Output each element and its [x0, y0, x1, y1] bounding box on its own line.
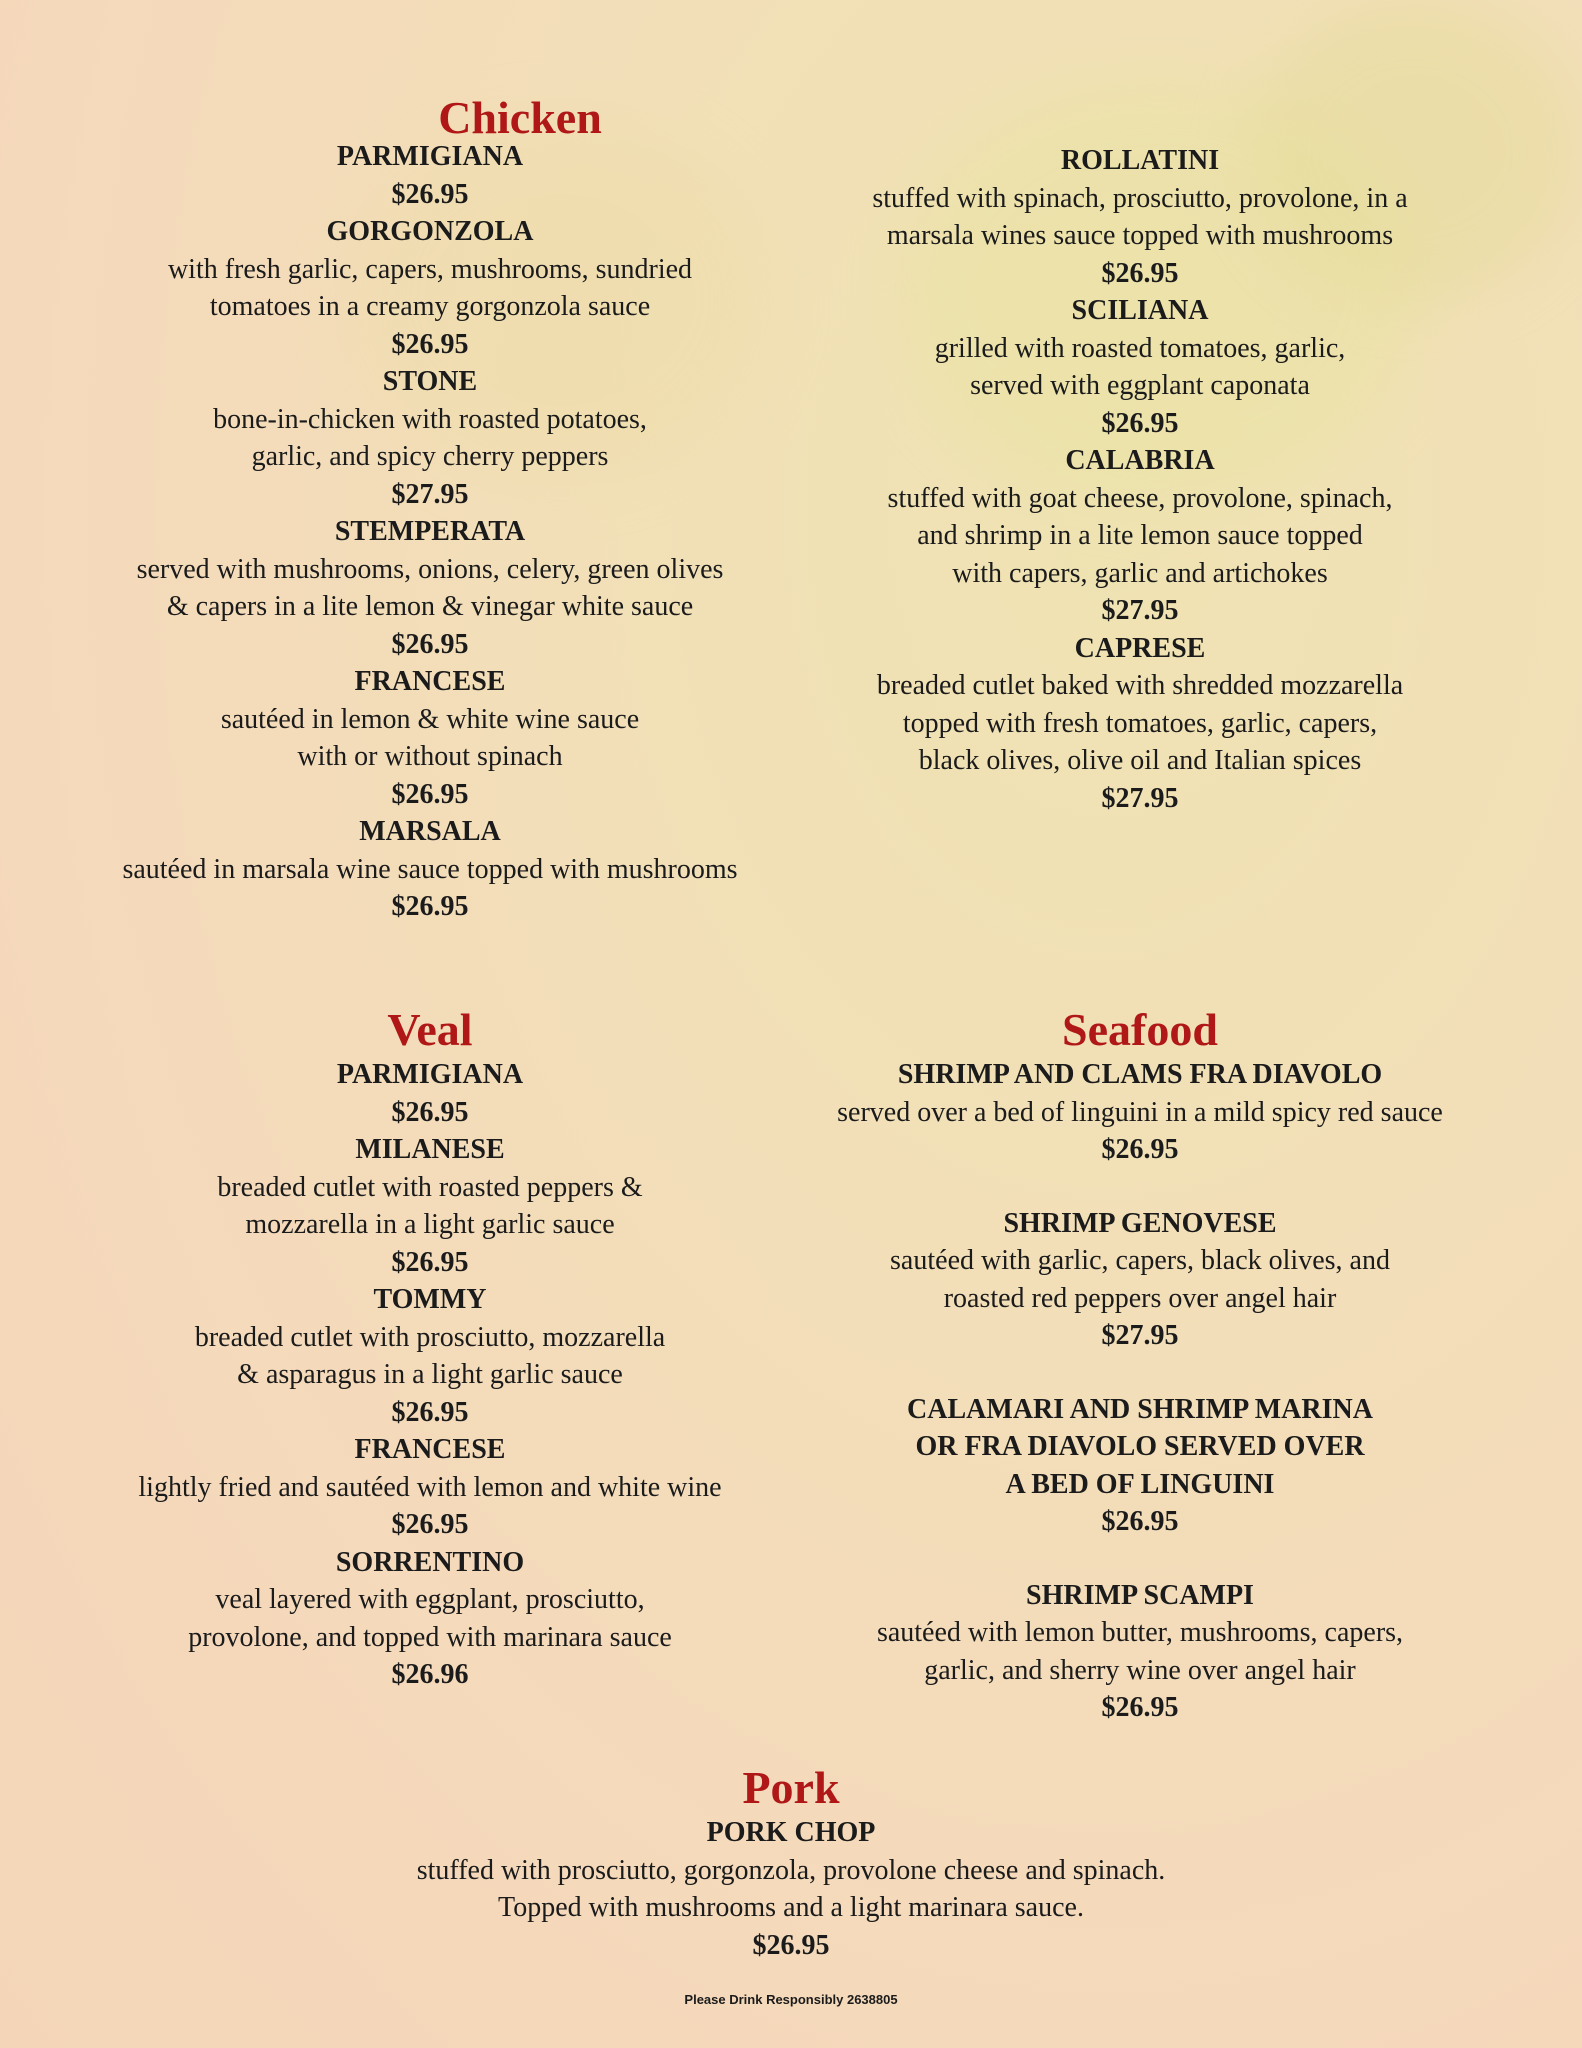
menu-item	[800, 1169, 1480, 1355]
item-description: served with mushrooms, onions, celery, green olives	[136, 553, 724, 585]
menu-item	[0, 1814, 1582, 1964]
pork-heading: Pork	[742, 1762, 840, 1813]
item-name: SHRIMP AND CLAMS FRA DIAVOLO	[897, 1059, 1383, 1090]
item-description: served over a bed of linguini in a mild spicy red sauce	[837, 1096, 1443, 1128]
item-price: $27.95	[1101, 595, 1179, 626]
item-price: $26.95	[391, 891, 469, 922]
item-price: $26.95	[391, 1096, 469, 1128]
item-price: $26.95	[391, 628, 469, 660]
item-name: PORK CHOP	[706, 1817, 876, 1848]
item-name: MILANESE	[355, 1134, 505, 1165]
item-description: with capers, garlic and artichokes	[952, 557, 1328, 589]
item-description: and shrimp in a lite lemon sauce topped	[917, 520, 1363, 551]
item-price: $26.96	[391, 1659, 469, 1690]
item-description: stuffed with goat cheese, provolone, spinach,	[887, 482, 1393, 514]
item-description: with or without spinach	[297, 741, 563, 772]
item-name: CALAMARI AND SHRIMP MARINA	[907, 1393, 1373, 1425]
item-price: $26.95	[391, 328, 469, 360]
item-name: GORGONZOLA	[326, 216, 534, 247]
item-price: $26.95	[391, 1509, 469, 1540]
item-description: grilled with roasted tomatoes, garlic,	[934, 332, 1346, 364]
item-description: lightly fried and sautéed with lemon and white wine	[138, 1471, 722, 1503]
menu-item	[40, 138, 820, 213]
menu-item	[40, 513, 820, 663]
item-price: $26.95	[391, 1246, 469, 1278]
item-description: mozzarella in a light garlic sauce	[245, 1209, 615, 1240]
item-name: FRANCESE	[354, 1434, 506, 1465]
item-name: SCILIANA	[1071, 295, 1209, 326]
menu-item	[40, 1056, 820, 1131]
item-price: $27.95	[391, 478, 469, 510]
item-name: STONE	[382, 366, 478, 397]
menu-item	[800, 630, 1480, 818]
item-name: PARMIGIANA	[336, 1059, 524, 1090]
item-description: sautéed with lemon butter, mushrooms, capers,	[876, 1617, 1404, 1648]
item-description: garlic, and sherry wine over angel hair	[924, 1654, 1356, 1686]
item-description: breaded cutlet with roasted peppers &	[217, 1171, 643, 1203]
menu-item	[800, 142, 1480, 292]
item-price: $26.95	[1101, 1506, 1179, 1537]
veal-section	[40, 1004, 820, 1694]
item-price: $26.95	[1101, 1134, 1179, 1165]
item-description: sautéed in lemon & white wine sauce	[220, 703, 640, 735]
item-price: $26.95	[1101, 1692, 1179, 1723]
item-description: roasted red peppers over angel hair	[943, 1282, 1337, 1314]
item-description: topped with fresh tomatoes, garlic, capers,	[902, 707, 1378, 739]
pork-section	[0, 1762, 1582, 1964]
item-price: $26.95	[391, 778, 469, 810]
menu-item	[800, 1056, 1480, 1169]
item-name: MARSALA	[359, 816, 501, 847]
item-price: $26.95	[1101, 407, 1179, 439]
item-description: & capers in a lite lemon & vinegar white sauce	[166, 591, 694, 622]
item-description: A BED OF LINGUINI	[1005, 1468, 1275, 1500]
item-description: black olives, olive oil and Italian spices	[918, 745, 1362, 776]
item-description: served with eggplant caponata	[970, 370, 1310, 401]
menu-item	[40, 813, 820, 926]
item-name: PARMIGIANA	[336, 141, 524, 172]
item-description: sautéed in marsala wine sauce topped with mushrooms	[122, 853, 738, 885]
item-description: marsala wines sauce topped with mushrooms	[886, 220, 1394, 251]
menu-item	[800, 1541, 1480, 1727]
menu-item	[40, 363, 820, 513]
item-name: SORRENTINO	[335, 1546, 525, 1578]
menu-item	[40, 1281, 820, 1431]
item-description: bone-in-chicken with roasted potatoes,	[213, 403, 647, 435]
menu-item	[40, 213, 820, 363]
menu-item	[800, 442, 1480, 630]
item-name: CAPRESE	[1074, 632, 1206, 664]
item-description: provolone, and topped with marinara sauce	[188, 1621, 672, 1653]
item-name: ROLLATINI	[1060, 145, 1220, 176]
item-description: OR FRA DIAVOLO SERVED OVER	[915, 1431, 1365, 1462]
item-name: FRANCESE	[354, 666, 506, 697]
item-name: SHRIMP GENOVESE	[1003, 1207, 1277, 1239]
item-description: tomatoes in a creamy gorgonzola sauce	[209, 291, 651, 322]
menu-item	[40, 1431, 820, 1544]
item-price: $26.95	[1101, 257, 1179, 289]
menu-item	[40, 1131, 820, 1281]
item-name: STEMPERATA	[334, 516, 526, 547]
item-description: Topped with mushrooms and a light marinara sauce.	[498, 1892, 1084, 1923]
item-name: CALABRIA	[1065, 445, 1215, 476]
seafood-section	[800, 1004, 1480, 1727]
seafood-heading: Seafood	[1062, 1004, 1218, 1055]
menu-item	[800, 292, 1480, 442]
item-description: stuffed with prosciutto, gorgonzola, provolone cheese and spinach.	[416, 1854, 1166, 1886]
item-price: $27.95	[1101, 782, 1179, 814]
item-name: SHRIMP SCAMPI	[1026, 1579, 1254, 1611]
item-description: with fresh garlic, capers, mushrooms, sundried	[167, 253, 693, 285]
menu-item	[800, 1355, 1480, 1541]
menu-item	[40, 663, 820, 813]
item-description: breaded cutlet baked with shredded mozzarella	[876, 670, 1404, 701]
item-price: $26.95	[752, 1929, 830, 1961]
chicken-section-right	[800, 142, 1480, 817]
chicken-heading: Chicken	[438, 92, 602, 143]
item-description: & asparagus in a light garlic sauce	[237, 1359, 623, 1390]
item-price: $26.95	[391, 1396, 469, 1428]
item-price: $26.95	[391, 178, 469, 210]
footer-note: Please Drink Responsibly 2638805	[684, 1992, 898, 2007]
veal-heading: Veal	[387, 1004, 473, 1055]
chicken-section	[40, 92, 820, 926]
item-description: garlic, and spicy cherry peppers	[251, 441, 609, 472]
item-description: breaded cutlet with prosciutto, mozzarella	[194, 1321, 666, 1353]
item-price: $27.95	[1101, 1320, 1179, 1351]
item-description: sautéed with garlic, capers, black olives, and	[890, 1245, 1390, 1276]
menu-item	[40, 1544, 820, 1694]
item-description: veal layered with eggplant, prosciutto,	[215, 1584, 645, 1615]
item-description: stuffed with spinach, prosciutto, provolone, in a	[872, 182, 1408, 214]
item-name: TOMMY	[373, 1284, 487, 1315]
